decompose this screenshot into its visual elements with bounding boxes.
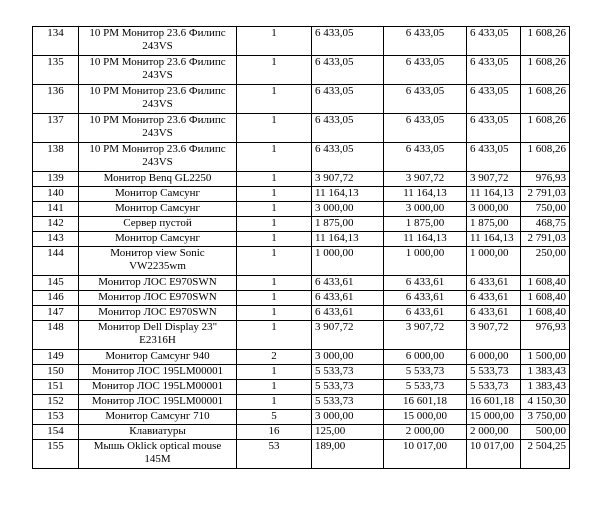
total-amount-cell: 6 000,00 <box>384 350 467 365</box>
depreciation-amount-cell: 1 608,40 <box>521 291 570 306</box>
quantity-cell: 1 <box>237 56 312 85</box>
table-row <box>33 187 570 202</box>
table-row <box>33 291 570 306</box>
quantity-cell: 5 <box>237 410 312 425</box>
total-amount-cell: 2 000,00 <box>384 425 467 440</box>
unit-price-cell: 3 907,72 <box>312 321 384 350</box>
row-number-cell: 138 <box>33 143 79 172</box>
table-row <box>33 321 570 350</box>
quantity-cell: 1 <box>237 395 312 410</box>
quantity-cell: 1 <box>237 27 312 56</box>
balance-amount-cell: 6 433,05 <box>467 56 521 85</box>
depreciation-amount-cell: 1 608,26 <box>521 114 570 143</box>
unit-price-cell: 3 907,72 <box>312 172 384 187</box>
total-amount-cell: 6 433,05 <box>384 143 467 172</box>
inventory-table-body <box>33 27 570 469</box>
quantity-cell: 1 <box>237 365 312 380</box>
depreciation-amount-cell: 1 608,26 <box>521 143 570 172</box>
row-number-cell: 146 <box>33 291 79 306</box>
unit-price-cell: 6 433,05 <box>312 85 384 114</box>
balance-amount-cell: 5 533,73 <box>467 380 521 395</box>
quantity-cell: 1 <box>237 85 312 114</box>
item-name-cell: Мышь Oklick optical mouse 145M <box>79 440 237 469</box>
item-name-cell: 10 PM Монитор 23.6 Филипс 243VS <box>79 56 237 85</box>
quantity-cell: 1 <box>237 247 312 276</box>
unit-price-cell: 6 433,05 <box>312 56 384 85</box>
total-amount-cell: 15 000,00 <box>384 410 467 425</box>
balance-amount-cell: 6 000,00 <box>467 350 521 365</box>
unit-price-cell: 11 164,13 <box>312 232 384 247</box>
item-name-cell: Монитор Dell Display 23" E2316H <box>79 321 237 350</box>
quantity-cell: 1 <box>237 291 312 306</box>
total-amount-cell: 3 907,72 <box>384 172 467 187</box>
depreciation-amount-cell: 1 608,26 <box>521 85 570 114</box>
quantity-cell: 1 <box>237 143 312 172</box>
balance-amount-cell: 5 533,73 <box>467 365 521 380</box>
total-amount-cell: 6 433,05 <box>384 114 467 143</box>
quantity-cell: 1 <box>237 202 312 217</box>
table-row <box>33 410 570 425</box>
item-name-cell: 10 PM Монитор 23.6 Филипс 243VS <box>79 85 237 114</box>
balance-amount-cell: 16 601,18 <box>467 395 521 410</box>
table-row <box>33 202 570 217</box>
depreciation-amount-cell: 976,93 <box>521 321 570 350</box>
item-name-cell: Монитор ЛОС 195LM00001 <box>79 395 237 410</box>
balance-amount-cell: 15 000,00 <box>467 410 521 425</box>
table-row <box>33 380 570 395</box>
unit-price-cell: 125,00 <box>312 425 384 440</box>
row-number-cell: 144 <box>33 247 79 276</box>
row-number-cell: 139 <box>33 172 79 187</box>
total-amount-cell: 6 433,61 <box>384 291 467 306</box>
unit-price-cell: 3 000,00 <box>312 410 384 425</box>
table-row <box>33 232 570 247</box>
balance-amount-cell: 6 433,05 <box>467 85 521 114</box>
row-number-cell: 147 <box>33 306 79 321</box>
row-number-cell: 151 <box>33 380 79 395</box>
balance-amount-cell: 3 907,72 <box>467 321 521 350</box>
quantity-cell: 1 <box>237 217 312 232</box>
balance-amount-cell: 6 433,05 <box>467 114 521 143</box>
quantity-cell: 1 <box>237 187 312 202</box>
unit-price-cell: 3 000,00 <box>312 202 384 217</box>
total-amount-cell: 5 533,73 <box>384 365 467 380</box>
item-name-cell: Клавиатуры <box>79 425 237 440</box>
quantity-cell: 2 <box>237 350 312 365</box>
item-name-cell: Монитор Самсунг <box>79 202 237 217</box>
total-amount-cell: 6 433,61 <box>384 306 467 321</box>
balance-amount-cell: 10 017,00 <box>467 440 521 469</box>
balance-amount-cell: 2 000,00 <box>467 425 521 440</box>
item-name-cell: Монитор Самсунг 940 <box>79 350 237 365</box>
item-name-cell: 10 PM Монитор 23.6 Филипс 243VS <box>79 114 237 143</box>
unit-price-cell: 6 433,61 <box>312 291 384 306</box>
quantity-cell: 1 <box>237 321 312 350</box>
balance-amount-cell: 6 433,05 <box>467 143 521 172</box>
item-name-cell: Монитор ЛОС E970SWN <box>79 306 237 321</box>
inventory-table <box>32 26 570 469</box>
unit-price-cell: 3 000,00 <box>312 350 384 365</box>
table-row <box>33 350 570 365</box>
item-name-cell: 10 PM Монитор 23.6 Филипс 243VS <box>79 27 237 56</box>
unit-price-cell: 6 433,05 <box>312 27 384 56</box>
item-name-cell: Монитор ЛОС E970SWN <box>79 291 237 306</box>
row-number-cell: 145 <box>33 276 79 291</box>
quantity-cell: 1 <box>237 114 312 143</box>
depreciation-amount-cell: 2 504,25 <box>521 440 570 469</box>
depreciation-amount-cell: 750,00 <box>521 202 570 217</box>
item-name-cell: Монитор ЛОС 195LM00001 <box>79 365 237 380</box>
balance-amount-cell: 1 875,00 <box>467 217 521 232</box>
depreciation-amount-cell: 2 791,03 <box>521 187 570 202</box>
row-number-cell: 149 <box>33 350 79 365</box>
quantity-cell: 16 <box>237 425 312 440</box>
table-row <box>33 276 570 291</box>
item-name-cell: Сервер пустой <box>79 217 237 232</box>
unit-price-cell: 1 000,00 <box>312 247 384 276</box>
balance-amount-cell: 1 000,00 <box>467 247 521 276</box>
item-name-cell: Монитор view Sonic VW2235wm <box>79 247 237 276</box>
row-number-cell: 136 <box>33 85 79 114</box>
unit-price-cell: 11 164,13 <box>312 187 384 202</box>
item-name-cell: Монитор Benq GL2250 <box>79 172 237 187</box>
balance-amount-cell: 11 164,13 <box>467 232 521 247</box>
balance-amount-cell: 11 164,13 <box>467 187 521 202</box>
depreciation-amount-cell: 250,00 <box>521 247 570 276</box>
table-row <box>33 395 570 410</box>
total-amount-cell: 6 433,05 <box>384 85 467 114</box>
balance-amount-cell: 6 433,61 <box>467 276 521 291</box>
row-number-cell: 141 <box>33 202 79 217</box>
quantity-cell: 1 <box>237 306 312 321</box>
depreciation-amount-cell: 1 608,40 <box>521 276 570 291</box>
quantity-cell: 1 <box>237 276 312 291</box>
depreciation-amount-cell: 1 500,00 <box>521 350 570 365</box>
unit-price-cell: 189,00 <box>312 440 384 469</box>
row-number-cell: 150 <box>33 365 79 380</box>
row-number-cell: 140 <box>33 187 79 202</box>
quantity-cell: 1 <box>237 172 312 187</box>
table-row <box>33 217 570 232</box>
balance-amount-cell: 6 433,61 <box>467 291 521 306</box>
balance-amount-cell: 6 433,05 <box>467 27 521 56</box>
total-amount-cell: 1 875,00 <box>384 217 467 232</box>
table-row <box>33 143 570 172</box>
quantity-cell: 1 <box>237 232 312 247</box>
table-row <box>33 56 570 85</box>
table-row <box>33 365 570 380</box>
depreciation-amount-cell: 1 383,43 <box>521 365 570 380</box>
table-row <box>33 440 570 469</box>
table-row <box>33 85 570 114</box>
total-amount-cell: 6 433,61 <box>384 276 467 291</box>
depreciation-amount-cell: 4 150,30 <box>521 395 570 410</box>
table-row <box>33 425 570 440</box>
table-row <box>33 247 570 276</box>
row-number-cell: 155 <box>33 440 79 469</box>
table-row <box>33 114 570 143</box>
total-amount-cell: 3 000,00 <box>384 202 467 217</box>
row-number-cell: 135 <box>33 56 79 85</box>
total-amount-cell: 3 907,72 <box>384 321 467 350</box>
item-name-cell: Монитор ЛОС 195LM00001 <box>79 380 237 395</box>
unit-price-cell: 5 533,73 <box>312 395 384 410</box>
table-row <box>33 306 570 321</box>
unit-price-cell: 6 433,05 <box>312 114 384 143</box>
depreciation-amount-cell: 2 791,03 <box>521 232 570 247</box>
item-name-cell: Монитор Самсунг 710 <box>79 410 237 425</box>
unit-price-cell: 5 533,73 <box>312 365 384 380</box>
total-amount-cell: 6 433,05 <box>384 56 467 85</box>
row-number-cell: 143 <box>33 232 79 247</box>
total-amount-cell: 1 000,00 <box>384 247 467 276</box>
row-number-cell: 148 <box>33 321 79 350</box>
unit-price-cell: 6 433,61 <box>312 276 384 291</box>
quantity-cell: 53 <box>237 440 312 469</box>
total-amount-cell: 16 601,18 <box>384 395 467 410</box>
depreciation-amount-cell: 468,75 <box>521 217 570 232</box>
total-amount-cell: 11 164,13 <box>384 232 467 247</box>
quantity-cell: 1 <box>237 380 312 395</box>
depreciation-amount-cell: 500,00 <box>521 425 570 440</box>
depreciation-amount-cell: 1 383,43 <box>521 380 570 395</box>
item-name-cell: Монитор ЛОС E970SWN <box>79 276 237 291</box>
row-number-cell: 142 <box>33 217 79 232</box>
balance-amount-cell: 6 433,61 <box>467 306 521 321</box>
row-number-cell: 134 <box>33 27 79 56</box>
row-number-cell: 154 <box>33 425 79 440</box>
row-number-cell: 137 <box>33 114 79 143</box>
total-amount-cell: 10 017,00 <box>384 440 467 469</box>
depreciation-amount-cell: 3 750,00 <box>521 410 570 425</box>
item-name-cell: 10 PM Монитор 23.6 Филипс 243VS <box>79 143 237 172</box>
item-name-cell: Монитор Самсунг <box>79 232 237 247</box>
unit-price-cell: 1 875,00 <box>312 217 384 232</box>
unit-price-cell: 5 533,73 <box>312 380 384 395</box>
balance-amount-cell: 3 000,00 <box>467 202 521 217</box>
row-number-cell: 152 <box>33 395 79 410</box>
table-row <box>33 172 570 187</box>
row-number-cell: 153 <box>33 410 79 425</box>
depreciation-amount-cell: 1 608,26 <box>521 56 570 85</box>
total-amount-cell: 6 433,05 <box>384 27 467 56</box>
unit-price-cell: 6 433,61 <box>312 306 384 321</box>
unit-price-cell: 6 433,05 <box>312 143 384 172</box>
item-name-cell: Монитор Самсунг <box>79 187 237 202</box>
depreciation-amount-cell: 1 608,40 <box>521 306 570 321</box>
table-row <box>33 27 570 56</box>
balance-amount-cell: 3 907,72 <box>467 172 521 187</box>
depreciation-amount-cell: 976,93 <box>521 172 570 187</box>
depreciation-amount-cell: 1 608,26 <box>521 27 570 56</box>
total-amount-cell: 5 533,73 <box>384 380 467 395</box>
total-amount-cell: 11 164,13 <box>384 187 467 202</box>
